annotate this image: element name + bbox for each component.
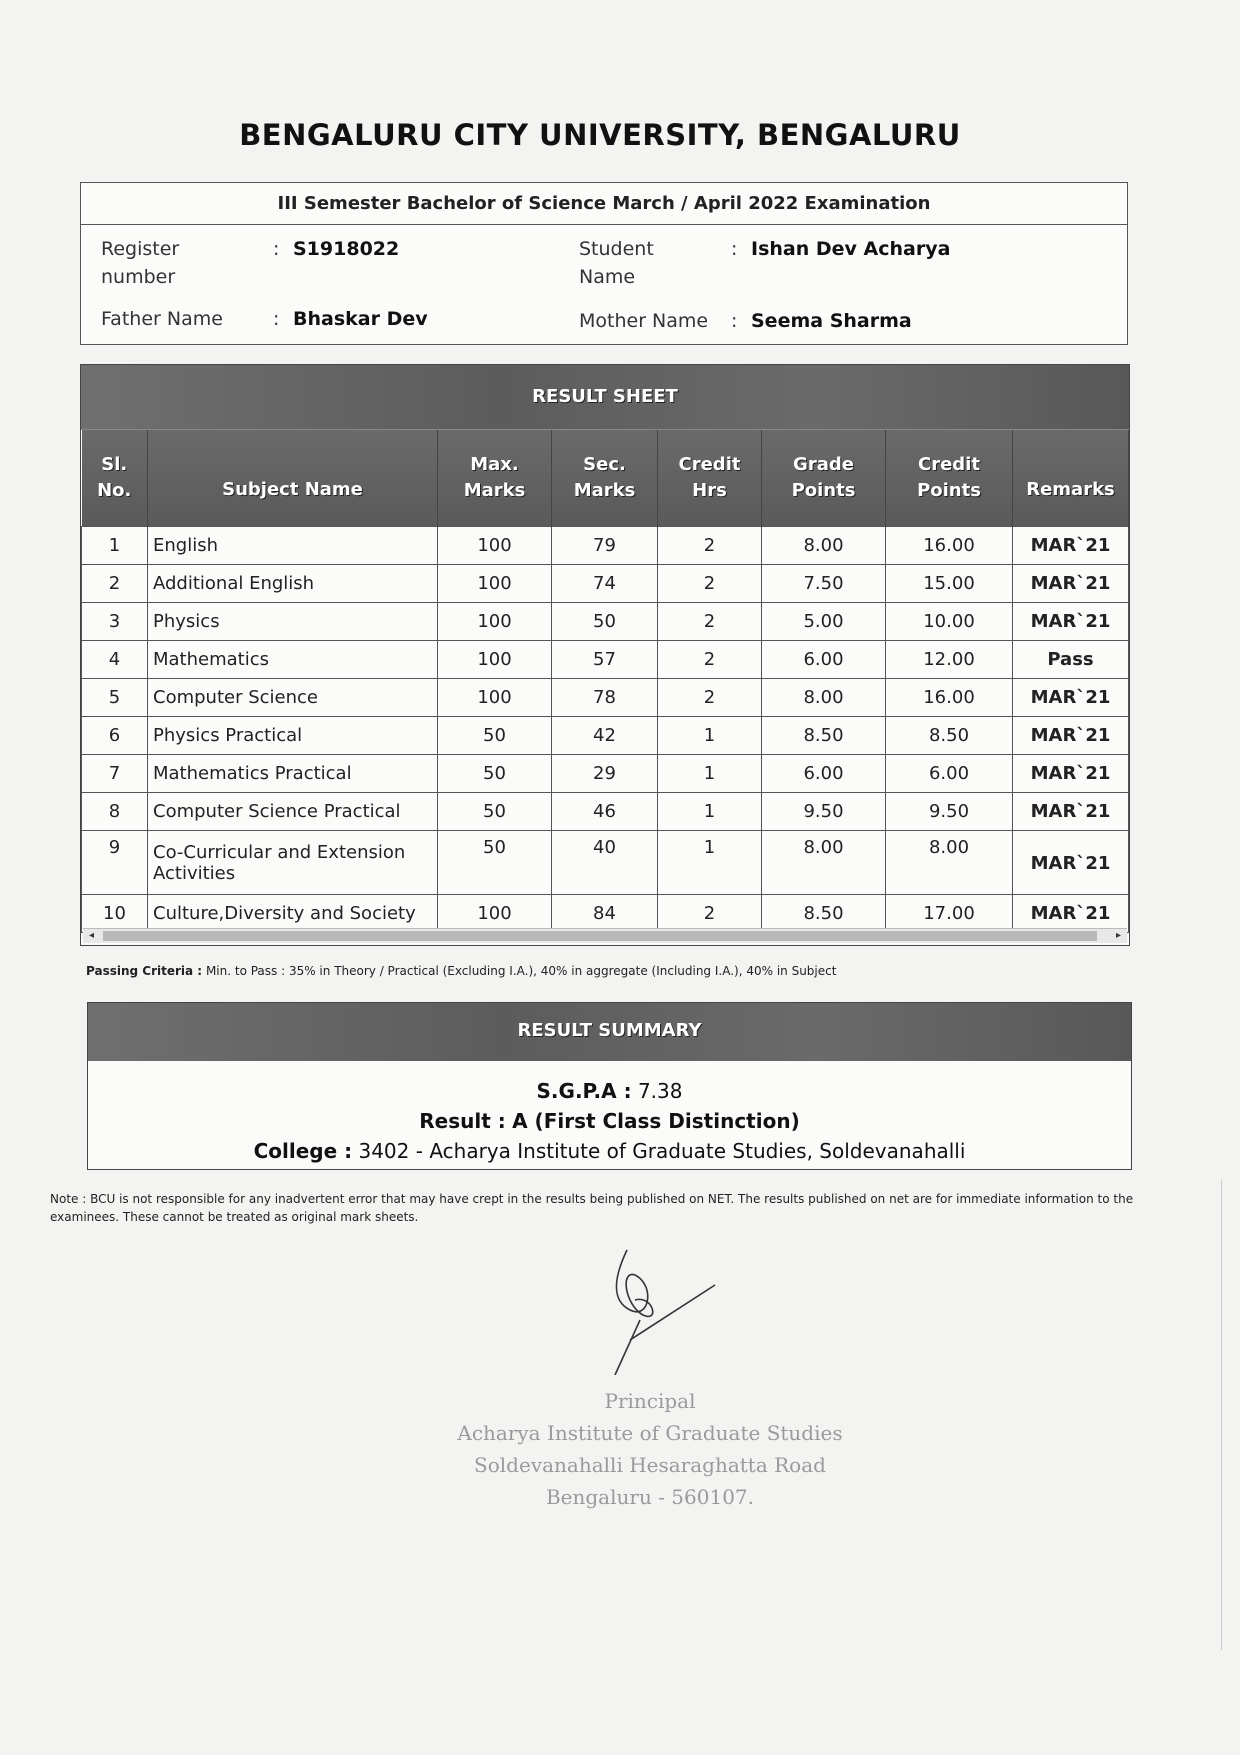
register-field [101, 235, 581, 295]
principal-institute: Acharya Institute of Graduate Studies [457, 1421, 843, 1445]
remarks-cell: MAR`21 [1013, 717, 1129, 755]
father-field [101, 305, 581, 335]
credit-hrs-cell: 1 [658, 793, 762, 831]
max-marks-cell: 100 [438, 679, 552, 717]
disclaimer-note: Note : BCU is not responsible for any inadvertent error that may have crept in the results being published on NET. The results published on net are for immediate information to the examinees. These cannot be treated as original mark sheets. [50, 1192, 1134, 1224]
student-name-value: Ishan Dev Acharya [751, 238, 951, 260]
register-colon: : [273, 238, 280, 260]
credit-points-cell: 6.00 [886, 755, 1013, 793]
credit-hrs-cell: 2 [658, 895, 762, 933]
max-marks-cell: 100 [438, 895, 552, 933]
table-row [82, 641, 1129, 679]
result-sheet [80, 364, 1130, 946]
table-row [82, 679, 1129, 717]
table-row [82, 831, 1129, 895]
column-header: Credit Hrs [658, 430, 762, 527]
remarks-cell: MAR`21 [1013, 565, 1129, 603]
remarks-cell: Pass [1013, 641, 1129, 679]
max-marks-cell: 100 [438, 527, 552, 565]
grade-points-cell: 8.50 [762, 895, 886, 933]
subject-cell: Culture,Diversity and Society [148, 895, 438, 933]
remarks-cell: MAR`21 [1013, 755, 1129, 793]
passing-criteria-label: Passing Criteria : [86, 964, 203, 978]
student-name-colon: : [731, 238, 738, 260]
subject-cell: English [148, 527, 438, 565]
credit-points-cell: 9.50 [886, 793, 1013, 831]
result-summary-title: RESULT SUMMARY [88, 1003, 1131, 1061]
column-header: Subject Name [148, 430, 438, 527]
grade-points-cell: 6.00 [762, 755, 886, 793]
father-label: Father Name [101, 308, 223, 330]
student-name-label: Student Name [579, 238, 654, 288]
remarks-cell: MAR`21 [1013, 527, 1129, 565]
max-marks-cell: 50 [438, 793, 552, 831]
column-header: Grade Points [762, 430, 886, 527]
serial-cell: 3 [82, 603, 148, 641]
result-label: Result : [419, 1109, 506, 1133]
remarks-cell: MAR`21 [1013, 831, 1129, 895]
remarks-cell: MAR`21 [1013, 603, 1129, 641]
credit-points-cell: 15.00 [886, 565, 1013, 603]
serial-cell: 1 [82, 527, 148, 565]
scroll-left-icon[interactable]: ◂ [89, 930, 95, 941]
sec-marks-cell: 84 [552, 895, 658, 933]
serial-cell: 2 [82, 565, 148, 603]
register-label: Register number [101, 238, 180, 288]
serial-cell: 10 [82, 895, 148, 933]
sec-marks-cell: 57 [552, 641, 658, 679]
grade-points-cell: 8.00 [762, 679, 886, 717]
remarks-cell: MAR`21 [1013, 895, 1129, 933]
remarks-cell: MAR`21 [1013, 679, 1129, 717]
college-value: 3402 - Acharya Institute of Graduate Studies, Soldevanahalli [358, 1139, 966, 1163]
sgpa-value: 7.38 [637, 1079, 683, 1103]
scroll-thumb[interactable] [103, 931, 1097, 941]
credit-points-cell: 8.50 [886, 717, 1013, 755]
credit-points-cell: 12.00 [886, 641, 1013, 679]
principal-address: Soldevanahalli Hesaraghatta Road [474, 1453, 826, 1477]
mother-field [579, 307, 1099, 337]
max-marks-cell: 100 [438, 603, 552, 641]
serial-cell: 6 [82, 717, 148, 755]
sec-marks-cell: 42 [552, 717, 658, 755]
mother-value: Seema Sharma [751, 310, 912, 332]
table-body [82, 527, 1129, 933]
result-line [88, 1109, 1131, 1133]
sgpa-line [88, 1079, 1131, 1103]
father-colon: : [273, 308, 280, 330]
credit-hrs-cell: 2 [658, 679, 762, 717]
exam-title: III Semester Bachelor of Science March / April 2022 Examination [81, 183, 1127, 225]
column-header: Sl. No. [82, 430, 148, 527]
grade-points-cell: 8.00 [762, 527, 886, 565]
sec-marks-cell: 79 [552, 527, 658, 565]
sgpa-label: S.G.P.A : [536, 1079, 632, 1103]
mother-label: Mother Name [579, 310, 709, 332]
principal-title: Principal [604, 1389, 696, 1413]
sec-marks-cell: 29 [552, 755, 658, 793]
scan-edge-line [1221, 1180, 1222, 1650]
sec-marks-cell: 40 [552, 831, 658, 895]
sec-marks-cell: 46 [552, 793, 658, 831]
column-header: Remarks [1013, 430, 1129, 527]
subject-cell: Additional English [148, 565, 438, 603]
university-title: BENGALURU CITY UNIVERSITY, BENGALURU [239, 118, 961, 152]
subject-cell: Computer Science Practical [148, 793, 438, 831]
serial-cell: 8 [82, 793, 148, 831]
result-summary [87, 1002, 1132, 1170]
credit-hrs-cell: 1 [658, 831, 762, 895]
table-header-row [82, 430, 1129, 527]
max-marks-cell: 50 [438, 831, 552, 895]
max-marks-cell: 50 [438, 755, 552, 793]
max-marks-cell: 100 [438, 641, 552, 679]
scroll-right-icon[interactable]: ▸ [1115, 930, 1121, 941]
table-row [82, 755, 1129, 793]
credit-points-cell: 8.00 [886, 831, 1013, 895]
credit-points-cell: 16.00 [886, 527, 1013, 565]
credit-hrs-cell: 1 [658, 755, 762, 793]
marks-table [81, 430, 1129, 933]
student-name-field [579, 235, 1099, 295]
sec-marks-cell: 78 [552, 679, 658, 717]
table-row [82, 895, 1129, 933]
horizontal-scrollbar[interactable] [83, 928, 1127, 943]
college-label: College : [253, 1139, 353, 1163]
column-header: Sec. Marks [552, 430, 658, 527]
sec-marks-cell: 74 [552, 565, 658, 603]
grade-points-cell: 8.50 [762, 717, 886, 755]
student-info-box [80, 182, 1128, 345]
credit-points-cell: 16.00 [886, 679, 1013, 717]
grade-points-cell: 6.00 [762, 641, 886, 679]
passing-criteria [86, 964, 836, 978]
table-row [82, 527, 1129, 565]
principal-signature [605, 1245, 725, 1375]
max-marks-cell: 50 [438, 717, 552, 755]
remarks-cell: MAR`21 [1013, 793, 1129, 831]
passing-criteria-text: Min. to Pass : 35% in Theory / Practical (Excluding I.A.), 40% in aggregate (Including I.A.), 40% in Subject [205, 964, 837, 978]
credit-points-cell: 17.00 [886, 895, 1013, 933]
table-row [82, 565, 1129, 603]
credit-points-cell: 10.00 [886, 603, 1013, 641]
grade-points-cell: 9.50 [762, 793, 886, 831]
result-sheet-title: RESULT SHEET [81, 365, 1129, 430]
serial-cell: 5 [82, 679, 148, 717]
result-value: A (First Class Distinction) [512, 1109, 800, 1133]
serial-cell: 4 [82, 641, 148, 679]
max-marks-cell: 100 [438, 565, 552, 603]
principal-city: Bengaluru - 560107. [545, 1485, 755, 1509]
subject-cell: Physics [148, 603, 438, 641]
sec-marks-cell: 50 [552, 603, 658, 641]
grade-points-cell: 5.00 [762, 603, 886, 641]
credit-hrs-cell: 2 [658, 527, 762, 565]
register-value: S1918022 [293, 238, 400, 260]
credit-hrs-cell: 2 [658, 603, 762, 641]
subject-cell: Co-Curricular and Extension Activities [148, 831, 438, 895]
subject-cell: Computer Science [148, 679, 438, 717]
credit-hrs-cell: 2 [658, 565, 762, 603]
table-row [82, 603, 1129, 641]
grade-points-cell: 7.50 [762, 565, 886, 603]
principal-stamp [440, 1385, 860, 1513]
subject-cell: Mathematics [148, 641, 438, 679]
mother-colon: : [731, 310, 738, 332]
subject-cell: Physics Practical [148, 717, 438, 755]
column-header: Credit Points [886, 430, 1013, 527]
subject-cell: Mathematics Practical [148, 755, 438, 793]
credit-hrs-cell: 2 [658, 641, 762, 679]
credit-hrs-cell: 1 [658, 717, 762, 755]
table-row [82, 793, 1129, 831]
serial-cell: 9 [82, 831, 148, 895]
father-value: Bhaskar Dev [293, 308, 428, 330]
table-row [82, 717, 1129, 755]
column-header: Max. Marks [438, 430, 552, 527]
serial-cell: 7 [82, 755, 148, 793]
college-line [88, 1139, 1131, 1163]
grade-points-cell: 8.00 [762, 831, 886, 895]
